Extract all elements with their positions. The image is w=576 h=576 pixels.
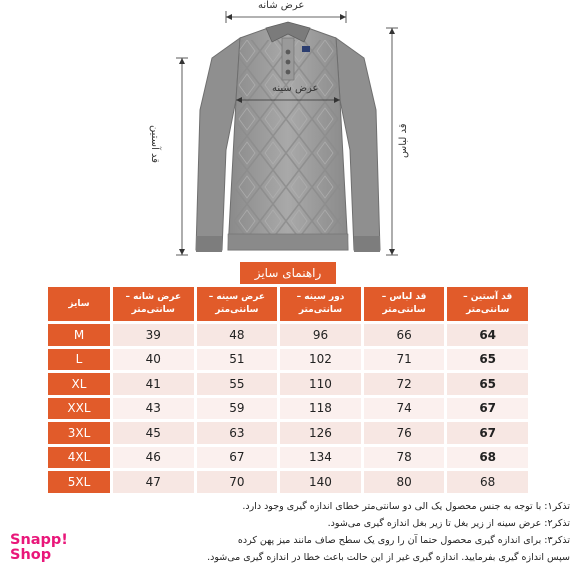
table-row bbox=[48, 447, 528, 469]
table-cell: 71 bbox=[364, 349, 445, 371]
table-cell: 66 bbox=[364, 324, 445, 346]
table-cell: 110 bbox=[280, 373, 361, 395]
hem-band bbox=[228, 234, 348, 250]
table-cell: 70 bbox=[197, 471, 278, 493]
table-cell: 43 bbox=[113, 398, 194, 420]
header-chest-circumference: دور سینه – سانتی‌متر bbox=[280, 287, 361, 321]
table-cell: 40 bbox=[113, 349, 194, 371]
table-cell: 41 bbox=[113, 373, 194, 395]
chest-width-label: عرض سینه bbox=[272, 83, 319, 94]
sleeve-length-label: قد آستین bbox=[149, 125, 160, 164]
header-size: سایز bbox=[48, 287, 110, 321]
table-row bbox=[48, 324, 528, 346]
table-cell: 74 bbox=[364, 398, 445, 420]
size-table bbox=[45, 284, 531, 496]
table-cell: 45 bbox=[113, 422, 194, 444]
product-illustration bbox=[0, 0, 576, 262]
garment-length-label: قد لباس bbox=[398, 123, 409, 158]
table-cell: 118 bbox=[280, 398, 361, 420]
size-chart-title: راهنمای سایز bbox=[240, 262, 336, 284]
table-cell: 80 bbox=[364, 471, 445, 493]
size-cell: 5XL bbox=[48, 471, 110, 493]
snappshop-logo bbox=[10, 533, 70, 563]
table-cell: 68 bbox=[447, 471, 528, 493]
table-cell: 96 bbox=[280, 324, 361, 346]
table-cell: 39 bbox=[113, 324, 194, 346]
table-cell: 67 bbox=[447, 398, 528, 420]
shoulder-width-label: عرض شانه bbox=[258, 0, 305, 11]
sweater-drawing bbox=[0, 0, 576, 262]
brand-badge bbox=[302, 46, 310, 52]
size-cell: 3XL bbox=[48, 422, 110, 444]
size-cell: XL bbox=[48, 373, 110, 395]
note-2: تذکر۲: عرض سینه از زیر بغل تا زیر بغل اندازه گیری می‌شود. bbox=[327, 518, 570, 529]
table-cell: 59 bbox=[197, 398, 278, 420]
table-cell: 51 bbox=[197, 349, 278, 371]
table-cell: 48 bbox=[197, 324, 278, 346]
table-cell: 76 bbox=[364, 422, 445, 444]
table-row bbox=[48, 373, 528, 395]
logo-line-2: Shop bbox=[10, 547, 52, 563]
table-cell: 140 bbox=[280, 471, 361, 493]
table-row bbox=[48, 471, 528, 493]
left-cuff bbox=[196, 236, 222, 252]
table-row bbox=[48, 398, 528, 420]
table-cell: 67 bbox=[197, 447, 278, 469]
table-cell: 68 bbox=[447, 447, 528, 469]
table-cell: 67 bbox=[447, 422, 528, 444]
table-cell: 46 bbox=[113, 447, 194, 469]
table-cell: 65 bbox=[447, 349, 528, 371]
size-cell: L bbox=[48, 349, 110, 371]
table-cell: 72 bbox=[364, 373, 445, 395]
right-cuff bbox=[354, 236, 380, 252]
header-shoulder-width: عرض شانه – سانتی‌متر bbox=[113, 287, 194, 321]
table-cell: 134 bbox=[280, 447, 361, 469]
size-cell: XXL bbox=[48, 398, 110, 420]
size-cell: M bbox=[48, 324, 110, 346]
table-cell: 47 bbox=[113, 471, 194, 493]
size-cell: 4XL bbox=[48, 447, 110, 469]
table-cell: 63 bbox=[197, 422, 278, 444]
table-row bbox=[48, 422, 528, 444]
header-garment-length: قد لباس – سانتی‌متر bbox=[364, 287, 445, 321]
logo-line-1: Snapp! bbox=[10, 532, 68, 548]
note-3-continued: سپس اندازه گیری بفرمایید. اندازه گیری غیر از این حالت باعث خطا در اندازه گیری می‌شود. bbox=[207, 552, 570, 563]
table-cell: 55 bbox=[197, 373, 278, 395]
table-cell: 102 bbox=[280, 349, 361, 371]
header-sleeve-length: قد آستین – سانتی‌متر bbox=[447, 287, 528, 321]
table-cell: 78 bbox=[364, 447, 445, 469]
table-row bbox=[48, 349, 528, 371]
table-cell: 126 bbox=[280, 422, 361, 444]
note-3: تذکر۳: برای اندازه گیری محصول حتما آن را روی یک سطح صاف مانند میز پهن کرده bbox=[237, 535, 570, 546]
table-header-row bbox=[48, 287, 528, 321]
table-cell: 65 bbox=[447, 373, 528, 395]
header-chest-width: عرض سینه – سانتی‌متر bbox=[197, 287, 278, 321]
note-1: تذکر۱: با توجه به جنس محصول یک الی دو سانتی‌متر خطای اندازه گیری وجود دارد. bbox=[242, 501, 570, 512]
table-cell: 64 bbox=[447, 324, 528, 346]
notes bbox=[100, 498, 570, 566]
